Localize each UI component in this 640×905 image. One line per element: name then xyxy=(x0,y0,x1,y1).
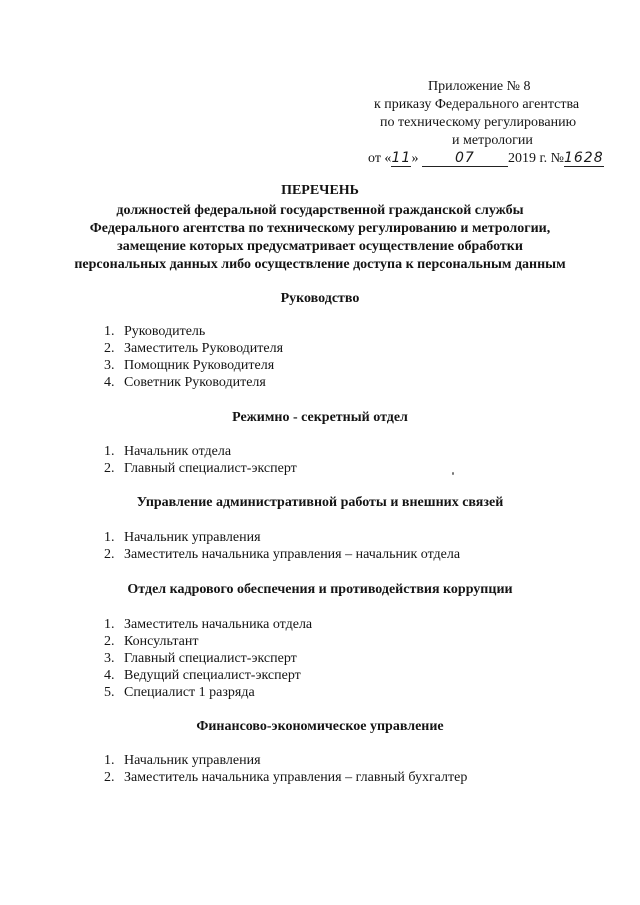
appendix-agency-line-2: и метрологии xyxy=(452,133,533,148)
list-item: 1. Руководитель xyxy=(104,324,206,339)
list-item: 2. Главный специалист-эксперт xyxy=(104,461,297,476)
date-year: 2019 г. № xyxy=(507,151,564,166)
list-item: 1. Начальник отдела xyxy=(104,444,232,459)
list-item: 1. Начальник управления xyxy=(104,753,261,768)
date-day-handwritten: 11 xyxy=(391,150,412,166)
title-line-2: Федерального агентства по техническому регулированию и метрологии, xyxy=(89,221,551,236)
list-item: 2. Заместитель начальника управления – начальник отдела xyxy=(104,547,461,562)
section-heading-hr: Отдел кадрового обеспечения и противодействия коррупции xyxy=(127,582,513,597)
section-list-leadership xyxy=(104,323,283,391)
title-line-4: персональных данных либо осуществление доступа к персональным данным xyxy=(74,257,566,272)
list-item: 1. Начальник управления xyxy=(104,530,261,545)
appendix-order-ref: к приказу Федерального агентства xyxy=(374,97,580,112)
list-item: 2. Заместитель Руководителя xyxy=(104,341,284,356)
list-item: 4. Советник Руководителя xyxy=(104,375,266,390)
appendix-number: Приложение № 8 xyxy=(428,79,531,94)
list-item: 5. Специалист 1 разряда xyxy=(104,685,255,700)
section-list-hr xyxy=(104,616,312,701)
appendix-block xyxy=(360,78,620,168)
title-heading: ПЕРЕЧЕНЬ xyxy=(281,183,359,198)
section-list-security xyxy=(104,443,297,477)
section-heading-leadership: Руководство xyxy=(280,291,360,306)
date-prefix: от « xyxy=(368,151,392,166)
section-heading-finance: Финансово-экономическое управление xyxy=(196,719,444,734)
appendix-agency-line: по техническому регулированию xyxy=(380,115,577,130)
document-title xyxy=(0,182,640,274)
title-line-1: должностей федеральной государственной гражданской службы xyxy=(116,203,524,218)
section-heading-administration: Управление административной работы и внешних связей xyxy=(136,495,504,510)
list-item: 4. Ведущий специалист-эксперт xyxy=(104,668,301,683)
date-mid: » xyxy=(411,151,419,166)
section-list-finance xyxy=(104,752,467,786)
list-item: 3. Помощник Руководителя xyxy=(104,358,275,373)
list-item: 3. Главный специалист-эксперт xyxy=(104,651,297,666)
order-number-handwritten: 1628 xyxy=(563,150,604,166)
appendix-date-line xyxy=(360,150,620,168)
section-heading-security: Режимно - секретный отдел xyxy=(232,410,408,425)
title-line-3: замещение которых предусматривает осуществление обработки xyxy=(117,239,523,254)
list-item: 1. Заместитель начальника отдела xyxy=(104,617,313,632)
date-month-handwritten: 07 xyxy=(422,151,508,167)
list-item: 2. Заместитель начальника управления – главный бухгалтер xyxy=(104,770,468,785)
section-list-administration xyxy=(104,529,460,563)
scan-speck xyxy=(452,472,454,475)
list-item: 2. Консультант xyxy=(104,634,199,649)
